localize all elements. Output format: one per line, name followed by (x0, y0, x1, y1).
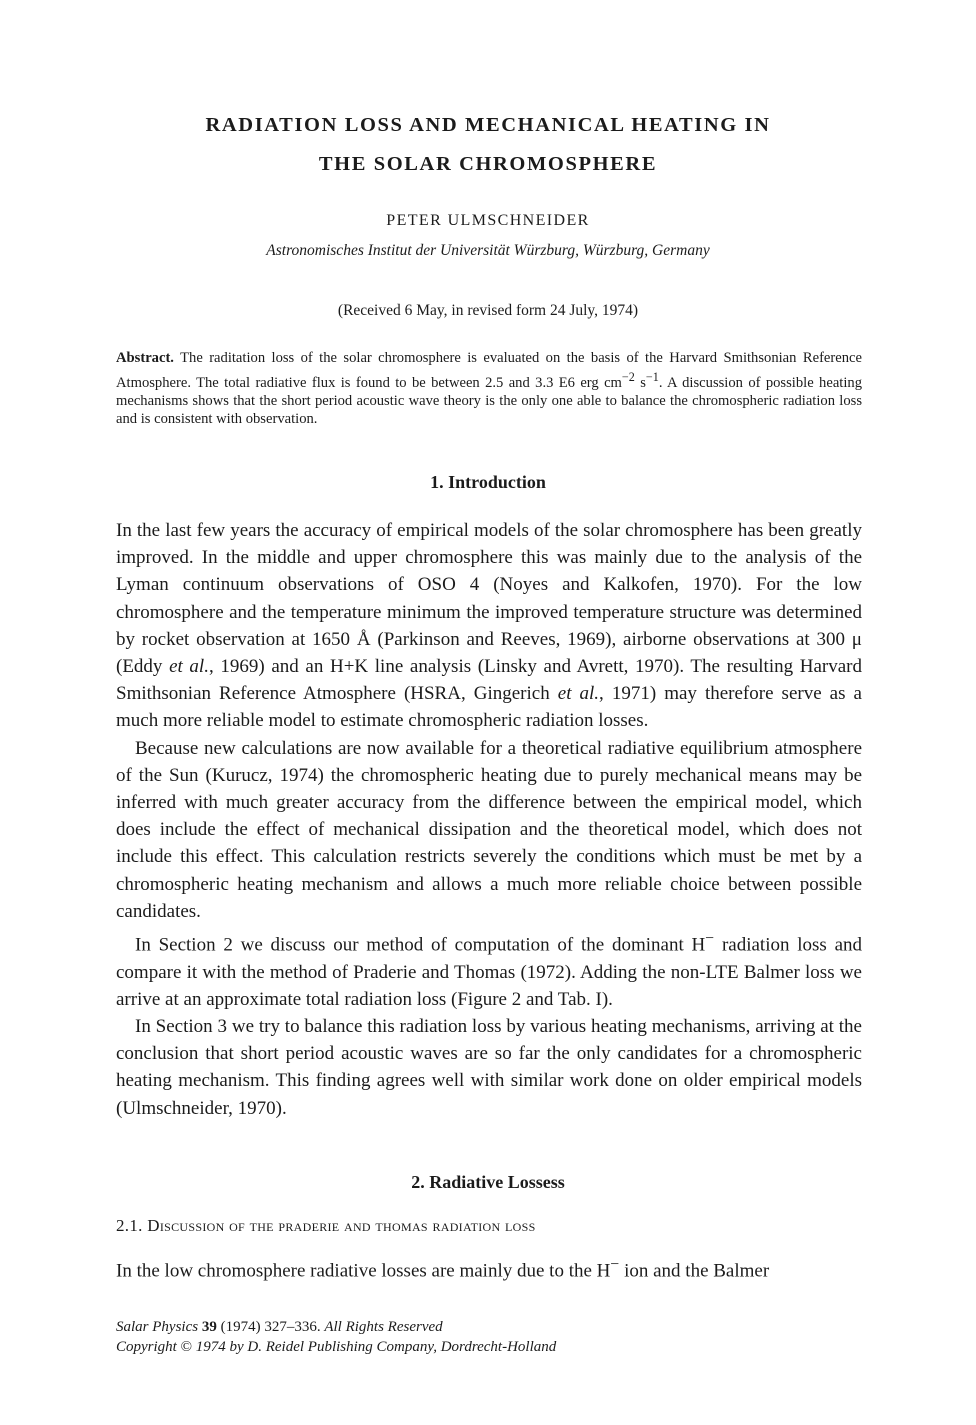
paragraph-text: ion and the Balmer (619, 1260, 770, 1282)
journal-citation (116, 1317, 556, 1337)
abstract-text: s (634, 374, 646, 391)
section-body-radiative-losses (116, 1251, 862, 1285)
superscript: − (705, 930, 715, 948)
section-heading-radiative-losses: 2. Radiative Lossess (411, 1172, 565, 1192)
italic-text: et al. (169, 656, 209, 678)
title-line-1: RADIATION LOSS AND MECHANICAL HEATING IN (205, 114, 771, 136)
paragraph: Because new calculations are now available for a theoretical radiative equilibrium atmosphere of the Sun (Kurucz, 1974) the chromospheric heating due to purely mechanical means may be inferred with much greater accuracy from the difference between the empirical model, which does include the effect of mechanical dissipation and the theoretical model, which does not include this effect. This calculation restricts severely the conditions which must be met by a chromospheric heating mechanism and allows a much more reliable choice between possible candidates. (116, 737, 862, 922)
paragraph-text: radiation loss and compare it with the method of Praderie and Thomas (1972). Adding the non-LTE Balmer loss we arrive at an approximate total radiation loss (Figure 2 and Tab. I). (116, 934, 863, 1010)
copyright-line (116, 1337, 556, 1357)
paragraph-text: , 1971) may therefore serve as a much more reliable model to estimate chromospheric radiation losses. (116, 683, 862, 732)
abstract-text: . A discussion of possible heating mechanisms shows that the short period acoustic wave theory is the only one able to balance the chromospheric radiation loss and is consistent with observation. (116, 374, 862, 428)
journal-pages: (1974) 327–336. (216, 1319, 325, 1335)
journal-footer (116, 1317, 556, 1357)
author-affiliation: Astronomisches Institut der Universität Würzburg, Würzburg, Germany (266, 242, 710, 259)
abstract (116, 349, 862, 429)
journal-volume: 39 (201, 1319, 217, 1335)
copyright-symbol: © (180, 1339, 192, 1355)
paragraph-text: , 1969) and an H+K line analysis (Linsky and Avrett, 1970). The resulting Harvard Smithsonian Reference Atmosphere (HSRA, Gingerich (116, 656, 862, 705)
paragraph (116, 925, 862, 1013)
section-heading-introduction: 1. Introduction (430, 472, 546, 492)
author-name: PETER ULMSCHNEIDER (386, 212, 590, 229)
abstract-exponent: −2 (621, 369, 635, 384)
paragraph: In Section 3 we try to balance this radiation loss by various heating mechanisms, arriving at the conclusion that short period acoustic waves are so far the only candidates for a chromospheric heating mechanism. This finding agrees well with similar work done on older empirical models (Ulmschneider, 1970). (116, 1015, 862, 1119)
subsection-heading: 2.1. Discussion of the praderie and thomas radiation loss (116, 1216, 536, 1235)
section-body-introduction (116, 517, 862, 1122)
abstract-text: The raditation loss of the solar chromosphere is evaluated on the basis of the Harvard Smithsonian Reference Atmosphere. The total radiative flux is found to be between 2.5 and 3.3 E6 erg cm (116, 350, 862, 391)
abstract-label: Abstract. (116, 350, 174, 366)
italic-text: et al. (557, 683, 600, 705)
title-line-2: THE SOLAR CHROMOSPHERE (318, 153, 658, 175)
paper-title (0, 106, 976, 184)
abstract-exponent: −1 (645, 369, 659, 384)
paragraph (116, 1251, 862, 1285)
received-date: (Received 6 May, in revised form 24 July, 1974) (337, 302, 639, 319)
paragraph-text: In the low chromosphere radiative losses are mainly due to the H (116, 1260, 611, 1282)
paragraph (116, 517, 862, 735)
rights-notice: All Rights Reserved (324, 1319, 443, 1335)
journal-name: Salar Physics (116, 1319, 202, 1335)
copyright-holder: 1974 by D. Reidel Publishing Company, Dordrecht-Holland (192, 1339, 557, 1355)
paragraph-text: In Section 2 we discuss our method of computation of the dominant H (135, 934, 706, 956)
copyright-label: Copyright (116, 1339, 181, 1355)
superscript: − (610, 1256, 620, 1273)
paragraph-text: In the last few years the accuracy of empirical models of the solar chromosphere has been greatly improved. In the middle and upper chromosphere this was mainly due to the analysis of the Lyman continuum observations of OSO 4 (Noyes and Kalkofen, 1970). For the low chromosphere and the temperature minimum the improved temperature structure was determined by rocket observation at 1650 Å (Parkinson and Reeves, 1969), airborne observations at 300 μ (Eddy (116, 520, 862, 678)
